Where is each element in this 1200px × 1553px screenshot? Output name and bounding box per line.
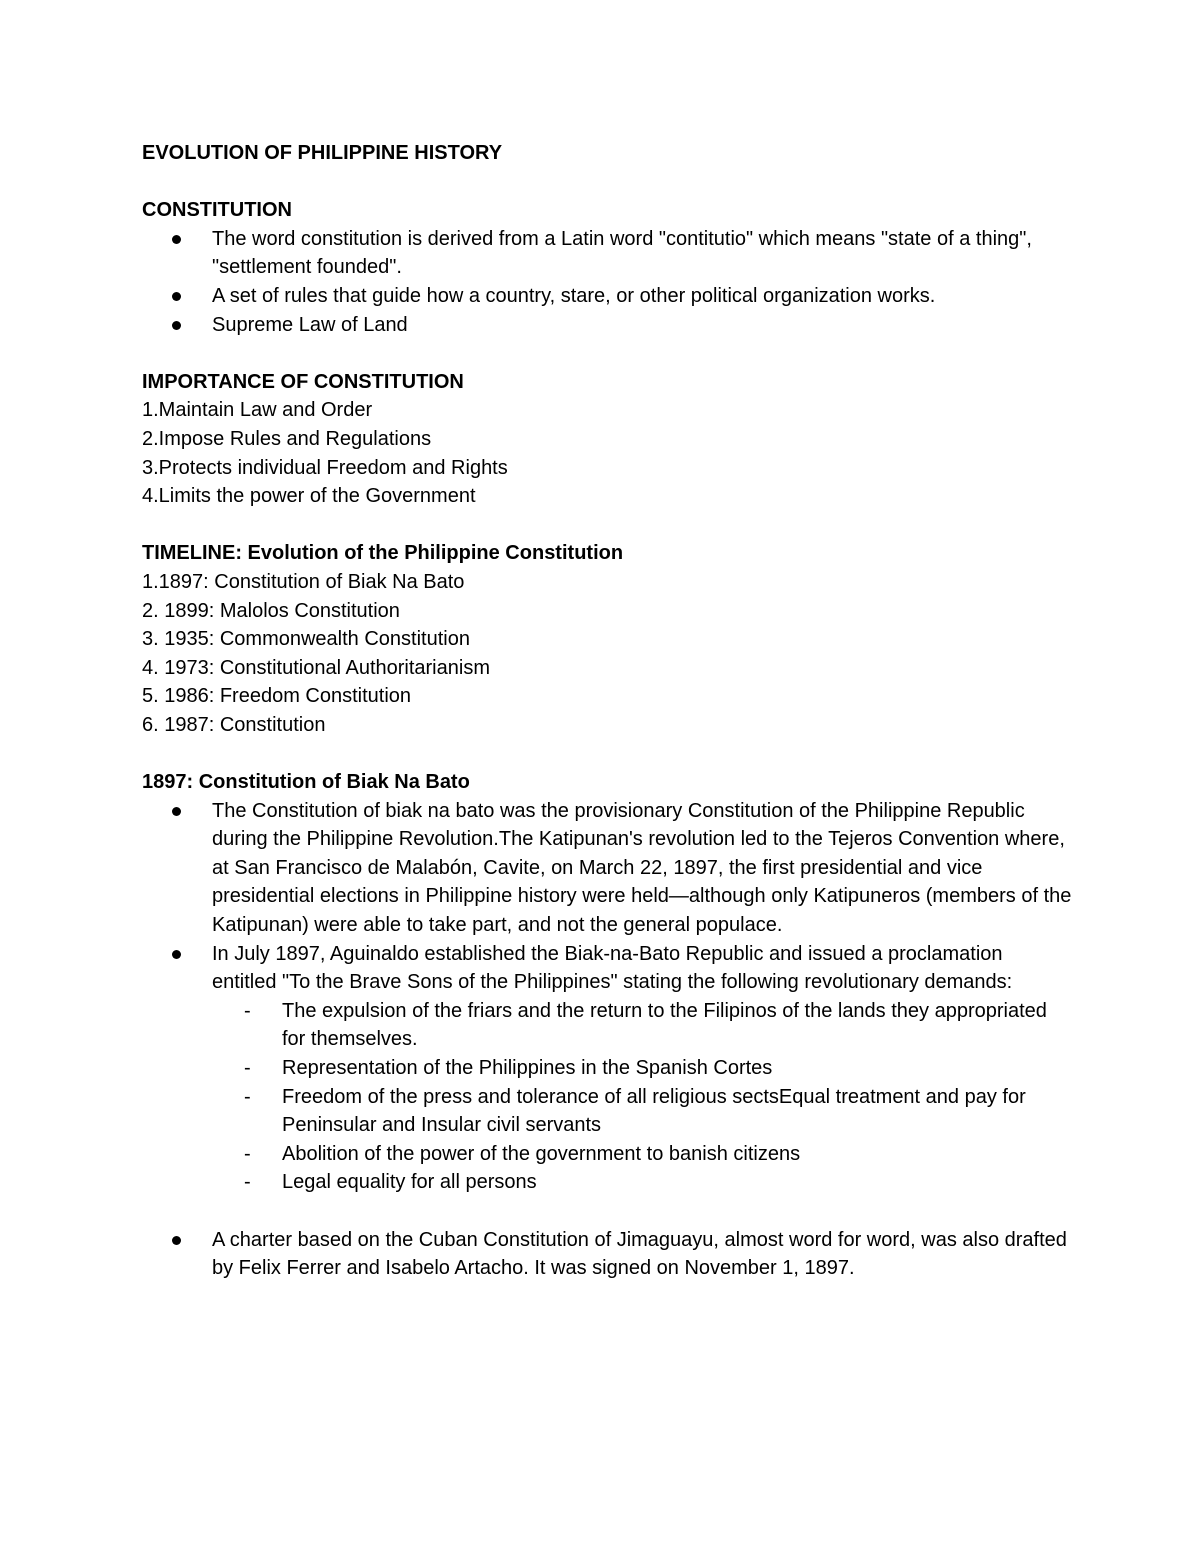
dash-icon: - (244, 999, 251, 1022)
list-item: 4.Limits the power of the Government (142, 485, 476, 508)
list-item (212, 1168, 1072, 1197)
list-item (212, 1054, 1072, 1083)
list-item: 2.Impose Rules and Regulations (142, 427, 432, 450)
document-page (142, 139, 1072, 1283)
dash-icon: - (244, 1171, 251, 1194)
list-item-text: A set of rules that guide how a country, stare, or other political organization works. (212, 284, 936, 307)
spacer (142, 739, 1072, 768)
list-item-text: Supreme Law of Land (212, 313, 408, 336)
list-item-text: The word constitution is derived from a Latin word "contitutio" which means "state of a thing", "settlement founded". (212, 227, 1032, 279)
list-item: 5. 1986: Freedom Constitution (142, 685, 412, 708)
list-item-text: A charter based on the Cuban Constitution of Jimaguayu, almost word for word, was also drafted by Felix Ferrer and Isabelo Artacho. It was signed on November 1, 1897. (212, 1228, 1067, 1280)
list-item (142, 797, 1072, 940)
list-item (212, 1140, 1072, 1169)
dash-icon: - (244, 1057, 251, 1079)
biak-na-bato-bullet-list-2 (142, 1226, 1072, 1283)
list-item-text: Legal equality for all persons (282, 1171, 537, 1194)
dash-icon: - (244, 1085, 251, 1108)
demands-list (212, 997, 1072, 1197)
list-item (212, 1083, 1072, 1140)
dash-icon: - (244, 1142, 251, 1165)
constitution-heading: CONSTITUTION (142, 199, 292, 222)
list-item-text: Freedom of the press and tolerance of all religious sectsEqual treatment and pay for Peninsular and Insular civil servants (282, 1085, 1026, 1137)
list-item-text: The expulsion of the friars and the return to the Filipinos of the lands they appropriated for themselves. (282, 999, 1047, 1051)
list-item: 3.Protects individual Freedom and Rights (142, 456, 508, 479)
spacer (142, 339, 1072, 368)
list-item: 2. 1899: Malolos Constitution (142, 599, 400, 622)
list-item (142, 940, 1072, 1197)
importance-heading: IMPORTANCE OF CONSTITUTION (142, 370, 464, 393)
document-title: EVOLUTION OF PHILIPPINE HISTORY (142, 142, 503, 164)
bullet-icon (172, 950, 181, 959)
constitution-bullet-list (142, 225, 1072, 339)
list-item: 6. 1987: Constitution (142, 713, 326, 736)
bullet-icon (172, 321, 181, 330)
list-item (142, 311, 1072, 340)
list-item (212, 997, 1072, 1054)
list-item: 1.Maintain Law and Order (142, 399, 373, 422)
biak-na-bato-heading: 1897: Constitution of Biak Na Bato (142, 771, 470, 794)
spacer (142, 511, 1072, 540)
list-item (142, 225, 1072, 282)
timeline-heading: TIMELINE: Evolution of the Philippine Constitution (142, 542, 624, 565)
spacer (142, 1197, 1072, 1226)
list-item-text: In July 1897, Aguinaldo established the Biak-na-Bato Republic and issued a proclamation entitled "To the Brave Sons of the Philippines" stating the following revolutionary demands: (212, 942, 1013, 994)
importance-list (142, 396, 1072, 510)
bullet-icon (172, 1236, 181, 1245)
bullet-icon (172, 807, 181, 816)
list-item-text: Abolition of the power of the government to banish citizens (282, 1142, 801, 1165)
list-item (142, 1226, 1072, 1283)
list-item-text: The Constitution of biak na bato was the provisionary Constitution of the Philippine Republic during the Philippine Revolution.The Katipunan's revolution led to the Tejeros Convention where, at San Francisco de Malabón, Cavite, on March 22, 1897, the first presidential and vice presidential elections in Philippine history were held—although only Katipuneros (members of the Katipunan) were able to take part, and not the general populace. (212, 799, 1072, 937)
bullet-icon (172, 235, 181, 244)
biak-na-bato-bullet-list (142, 797, 1072, 1197)
list-item-text: Representation of the Philippines in the Spanish Cortes (282, 1057, 773, 1079)
list-item (142, 282, 1072, 311)
bullet-icon (172, 292, 181, 301)
spacer (142, 168, 1072, 197)
list-item: 3. 1935: Commonwealth Constitution (142, 628, 470, 651)
list-item: 1.1897: Constitution of Biak Na Bato (142, 570, 465, 593)
list-item: 4. 1973: Constitutional Authoritarianism (142, 656, 490, 679)
timeline-list (142, 568, 1072, 740)
